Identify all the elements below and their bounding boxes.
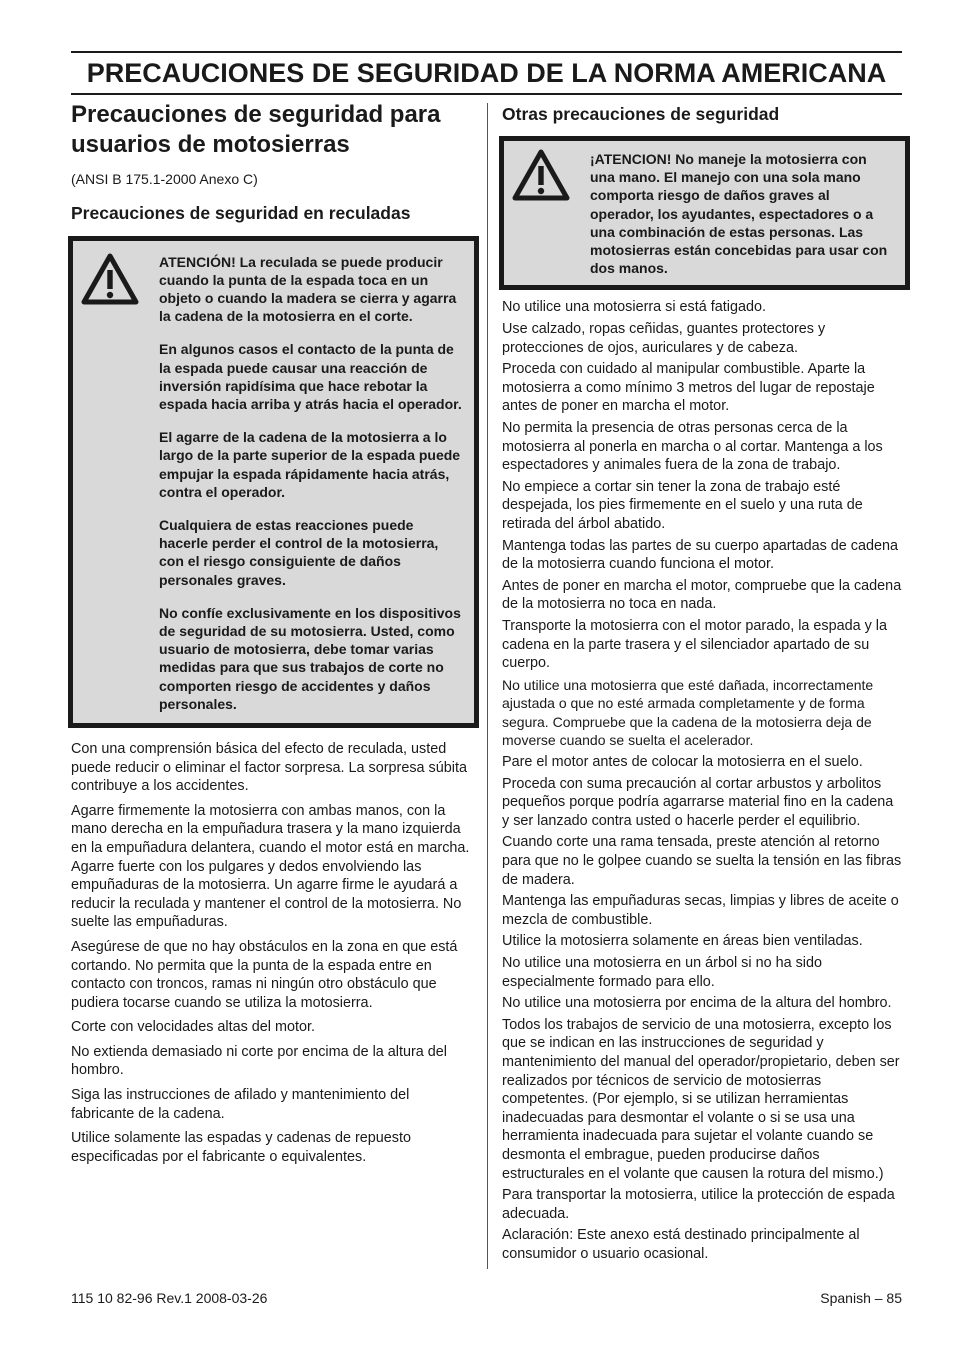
warning-triangle-icon xyxy=(512,149,570,206)
warning-paragraph: Cualquiera de estas reacciones puede hacerle perder el control de la motosierra, con el riesgo consiguiente de daños personales graves. xyxy=(159,516,439,588)
body-paragraph: No permita la presencia de otras personas cerca de la motosierra al ponerla en marcha o al cortar. Mantenga a los espectadores y animales fuera de la zona de trabajo. xyxy=(502,419,883,474)
title-underline xyxy=(71,93,902,95)
body-paragraph: Todos los trabajos de servicio de una motosierra, excepto los que se indican en las instrucciones de seguridad y mantenimiento del manual del operador/propietario, deben ser realizados por técnicos de servicio de motosierras competentes. (Por ejemplo, si se utilizan herramientas inadecuadas para desmontar el volante o si se usa una herramienta inadecuada para sujetar el volante cuando se desmonta el embrague, pueden producirse daños estructurales en el volante que causen la rotura del mismo.) xyxy=(502,1016,900,1182)
kickback-subheading: Precauciones de seguridad en reculadas xyxy=(71,202,411,223)
right-column xyxy=(502,100,910,1264)
body-paragraph: Para transportar la motosierra, utilice la protección de espada adecuada. xyxy=(502,1187,895,1222)
kickback-body xyxy=(71,740,471,1166)
warning-paragraph: En algunos casos el contacto de la punta de la espada puede causar una reacción de inversión rapidísima que hace rebotar la espada hacia arriba y atrás hacia el operador. xyxy=(159,341,462,412)
warning-paragraph: El agarre de la cadena de la motosierra a lo largo de la parte superior de la espada puede empujar la espada rápidamente hacia atrás, contra el operador. xyxy=(159,429,461,500)
body-paragraph: No utilice una motosierra en un árbol si no ha sido especialmente formado para ello. xyxy=(502,955,822,990)
body-paragraph: Agarre firmemente la motosierra con ambas manos, con la mano derecha en la empuñadura trasera y la mano izquierda en la empuñadura delantera, cuando el motor está en marcha. Agarre fuerte con los pulgares y dedos envolviendo las empuñaduras de la motosierra. Un agarre firme le ayudará a reducir la reculada y mantener el control de la motosierra. No suelte las empuñaduras. xyxy=(71,802,470,931)
body-paragraph: Utilice solamente las espadas y cadenas de repuesto especificadas por el fabricante o equivalentes. xyxy=(71,1130,411,1165)
page-number: Spanish – 85 xyxy=(820,1290,902,1306)
body-paragraph: No utilice una motosierra por encima de la altura del hombro. xyxy=(502,995,892,1012)
other-precautions-body xyxy=(502,298,904,1263)
body-paragraph: Mantenga todas las partes de su cuerpo apartadas de cadena de la motosierra cuando funciona el motor. xyxy=(502,537,899,573)
document-id: 115 10 82-96 Rev.1 2008-03-26 xyxy=(71,1290,268,1306)
page-title: PRECAUCIONES DE SEGURIDAD DE LA NORMA AMERICANA xyxy=(86,58,887,88)
left-column xyxy=(71,100,476,1166)
body-paragraph: Con una comprensión básica del efecto de reculada, usted puede reducir o eliminar el factor sorpresa. La sorpresa súbita contribuye a los accidentes. xyxy=(71,740,467,795)
warning-paragraph: ATENCIÓN! La reculada se puede producir cuando la punta de la espada toca en un objeto o cuando la madera se cierra y agarra la cadena de la motosierra en el corte. xyxy=(159,253,457,325)
body-paragraph: Asegúrese de que no hay obstáculos en la zona en que está cortando. No permita que la punta de la espada entre en contacto con troncos, ramas ni ningún otro obstáculo que pudiera tocarse cuando se utiliza la motosierra. xyxy=(71,938,458,1011)
ansi-reference: (ANSI B 175.1-2000 Anexo C) xyxy=(71,171,258,187)
body-paragraph: Proceda con cuidado al manipular combustible. Aparte la motosierra a como mínimo 3 metros del lugar de repostaje antes de poner en marcha el motor. xyxy=(502,361,875,415)
top-rule xyxy=(71,51,902,53)
body-paragraph: Antes de poner en marcha el motor, compruebe que la cadena de la motosierra no toca en nada. xyxy=(502,577,902,613)
body-paragraph: No utilice una motosierra que esté dañada, incorrectamente ajustada o que no esté armada completamente y de forma segura. Compruebe que la cadena de la motosierra deja de moverse cuando se suelta el acelerador. xyxy=(502,676,874,749)
body-paragraph: Pare el motor antes de colocar la motosierra en el suelo. xyxy=(502,754,863,771)
column-divider xyxy=(487,103,488,1269)
body-paragraph: Siga las instrucciones de afilado y mantenimiento del fabricante de la cadena. xyxy=(71,1087,410,1122)
body-paragraph: Mantenga las empuñaduras secas, limpias y libres de aceite o mezcla de combustible. xyxy=(502,893,899,928)
body-paragraph: No extienda demasiado ni corte por encima de la altura del hombro. xyxy=(71,1043,447,1079)
body-paragraph: No empiece a cortar sin tener la zona de trabajo esté despejada, los pies firmemente en el suelo y una ruta de retirada del árbol abatido. xyxy=(502,478,863,532)
warning-triangle-icon xyxy=(81,253,139,310)
body-paragraph: Cuando corte una rama tensada, preste atención al retorno para que no le golpee cuando se suelta la tensión en las fibras de madera. xyxy=(502,834,902,888)
body-paragraph: Transporte la motosierra con el motor parado, la espada y la cadena en la parte trasera y el silenciador apartado de su cuerpo. xyxy=(502,617,888,672)
body-paragraph: Use calzado, ropas ceñidas, guantes protectores y protecciones de ojos, auriculares y de cabeza. xyxy=(502,321,826,356)
one-hand-warning-box xyxy=(499,136,910,290)
warning-paragraph: ¡ATENCION! No maneje la motosierra con una mano. El manejo con una sola mano comporta riesgo de daños graves al operador, los ayudantes, espectadores o a una combinación de estas personas. Las motosierras están concebidas para usar con dos manos. xyxy=(590,151,888,277)
body-paragraph: No utilice una motosierra si está fatigado. xyxy=(502,299,766,316)
body-paragraph: Utilice la motosierra solamente en áreas bien ventiladas. xyxy=(502,933,863,950)
kickback-warning-box xyxy=(68,236,479,728)
body-paragraph: Corte con velocidades altas del motor. xyxy=(71,1019,315,1036)
body-paragraph: Aclaración: Este anexo está destinado principalmente al consumidor o usuario ocasional. xyxy=(502,1227,860,1262)
body-paragraph: Proceda con suma precaución al cortar arbustos y arbolitos pequeños porque podría agarrarse material fino en la cadena y ser lanzado contra usted o hacerle perder el equilibrio. xyxy=(502,775,894,829)
warning-paragraph: No confíe exclusivamente en los dispositivos de seguridad de su motosierra. Usted, como usuario de motosierra, debe tomar varias medidas para que sus trabajos de corte no comporten riesgo de accidentes y daños personales. xyxy=(159,604,461,712)
other-precautions-heading: Otras precauciones de seguridad xyxy=(502,104,780,124)
section-heading: Precauciones de seguridad para usuarios de motosierras xyxy=(71,101,441,158)
